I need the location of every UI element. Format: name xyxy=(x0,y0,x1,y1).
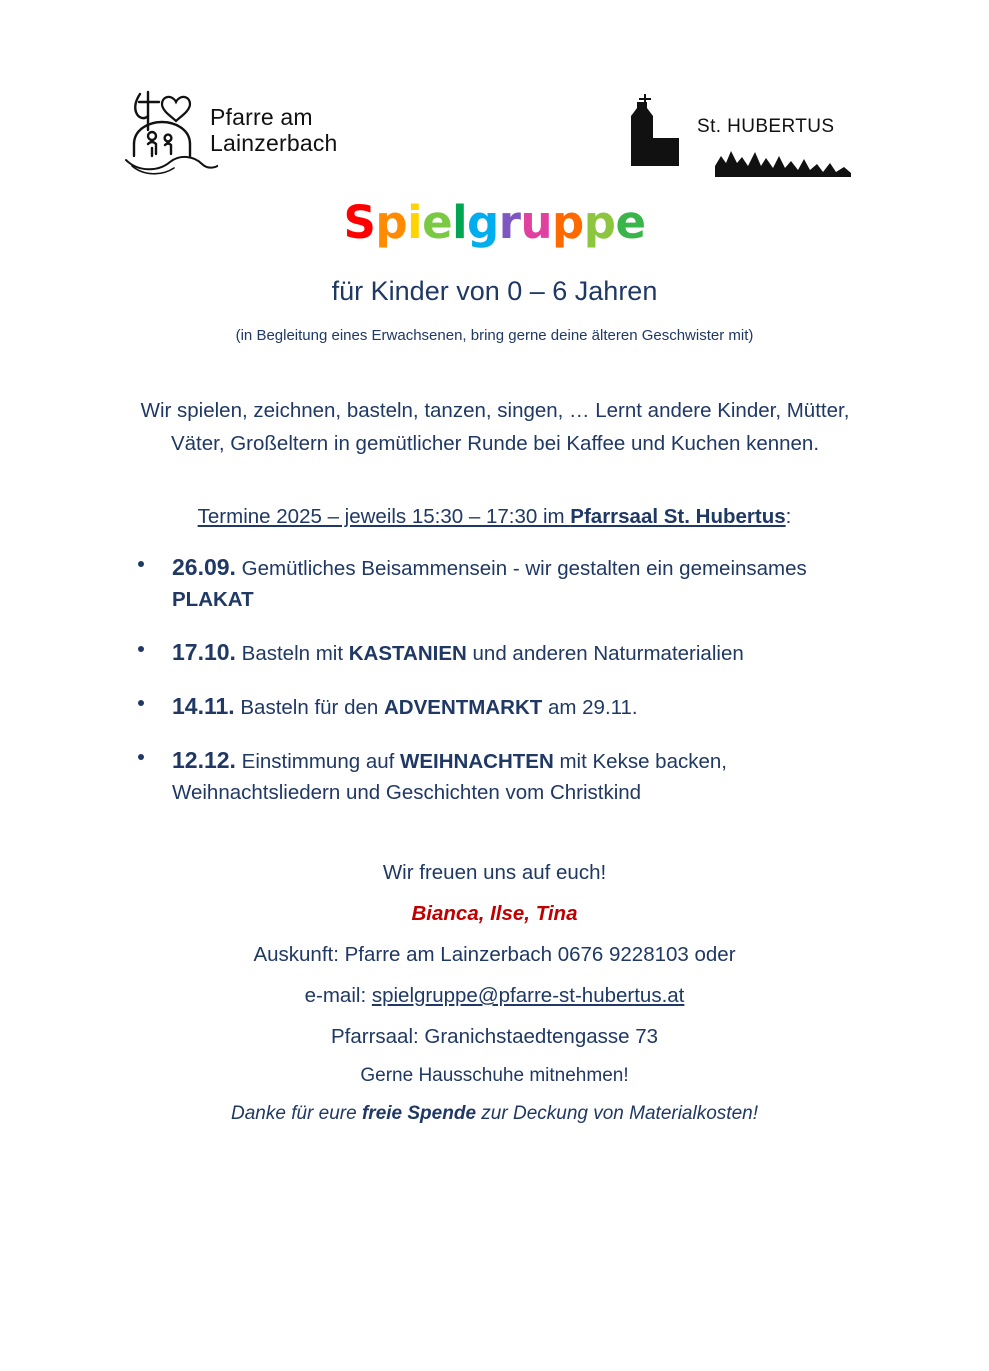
closing-contact: Auskunft: Pfarre am Lainzerbach 0676 9228103 oder xyxy=(253,943,736,966)
pfarre-logo-text xyxy=(210,104,338,156)
date-label: 26.09. xyxy=(172,554,236,580)
closing-block xyxy=(0,852,989,1133)
pfarre-logo-line1: Pfarre am xyxy=(210,104,313,130)
title-letter-4: l xyxy=(452,196,468,249)
date-description-part-0: Basteln mit xyxy=(235,642,349,665)
closing-welcome: Wir freuen uns auf euch! xyxy=(382,861,607,884)
bullet-icon xyxy=(138,561,144,567)
date-description-part-0: Einstimmung auf xyxy=(235,750,401,773)
title-letter-8: p xyxy=(552,196,584,249)
subtitle: für Kinder von 0 – 6 Jahren xyxy=(331,276,658,306)
dates-heading-underlined: Termine 2025 – jeweils 15:30 – 17:30 im xyxy=(197,505,571,528)
title-letter-9: p xyxy=(583,196,616,249)
list-item xyxy=(130,691,890,723)
date-description-part-1: WEIHNACHTEN xyxy=(400,750,554,773)
title-letter-7: u xyxy=(520,196,553,249)
date-description-part-2: am 29.11. xyxy=(542,696,638,719)
donation-bold: freie Spende xyxy=(361,1103,477,1124)
title-letter-10: e xyxy=(615,196,646,249)
date-description-part-1: PLAKAT xyxy=(172,588,254,611)
dates-heading xyxy=(0,505,989,529)
pfarre-am-lainzerbach-logo xyxy=(118,86,378,186)
list-item xyxy=(130,745,890,808)
closing-names: Bianca, Ilse, Tina xyxy=(411,902,578,925)
date-description-part-2: mit Kekse backen, Weihnachtsliedern und Geschichten vom Christkind xyxy=(172,750,727,804)
bullet-icon xyxy=(138,646,144,652)
email-label: e-mail: xyxy=(304,984,372,1007)
dates-heading-suffix: : xyxy=(785,505,792,528)
closing-slippers: Gerne Hausschuhe mitnehmen! xyxy=(360,1065,629,1086)
title-letter-6: r xyxy=(498,196,521,249)
title-letter-5: g xyxy=(467,196,499,249)
closing-venue: Pfarrsaal: Granichstaedtengasse 73 xyxy=(330,1025,659,1048)
title-letter-1: p xyxy=(375,196,408,249)
date-label: 12.12. xyxy=(172,747,236,773)
date-description-part-1: KASTANIEN xyxy=(348,642,467,665)
date-description-part-0: Gemütliches Beisammensein - wir gestalten ein gemeinsames xyxy=(235,557,807,580)
bullet-icon xyxy=(138,700,144,706)
st-hubertus-logo-text: St. HUBERTUS xyxy=(697,116,835,137)
dates-list xyxy=(130,552,890,830)
logo-row xyxy=(0,86,989,196)
dates-heading-venue: Pfarrsaal St. Hubertus xyxy=(570,505,786,528)
date-description-part-0: Basteln für den xyxy=(234,696,384,719)
pfarre-logo-icon xyxy=(118,86,218,181)
title-letter-2: i xyxy=(407,196,423,249)
st-hubertus-logo xyxy=(625,94,885,184)
donation-pre: Danke für eure xyxy=(231,1103,362,1124)
date-description-part-1: ADVENTMARKT xyxy=(383,696,543,719)
page-title xyxy=(0,196,989,249)
title-letter-0: S xyxy=(343,196,376,249)
closing-donation xyxy=(0,1095,989,1133)
email-link[interactable]: spielgruppe@pfarre-st-hubertus.at xyxy=(371,984,685,1007)
list-item xyxy=(130,552,890,615)
bullet-icon xyxy=(138,754,144,760)
intro-paragraph: Wir spielen, zeichnen, basteln, tanzen, singen, … Lernt andere Kinder, Mütter, Väter, Großeltern in gemütlicher Runde bei Kaffee und Kuchen kennen. xyxy=(140,399,850,455)
closing-email-line xyxy=(0,975,989,1016)
donation-post: zur Deckung von Materialkosten! xyxy=(476,1103,758,1124)
pfarre-logo-line2: Lainzerbach xyxy=(210,130,338,156)
date-description-part-2: und anderen Naturmaterialien xyxy=(466,642,744,665)
title-letter-3: e xyxy=(422,196,453,249)
subtitle-note: (in Begleitung eines Erwachsenen, bring gerne deine älteren Geschwister mit) xyxy=(235,327,754,344)
list-item xyxy=(130,637,890,669)
date-label: 17.10. xyxy=(172,639,236,665)
date-label: 14.11. xyxy=(172,693,235,719)
